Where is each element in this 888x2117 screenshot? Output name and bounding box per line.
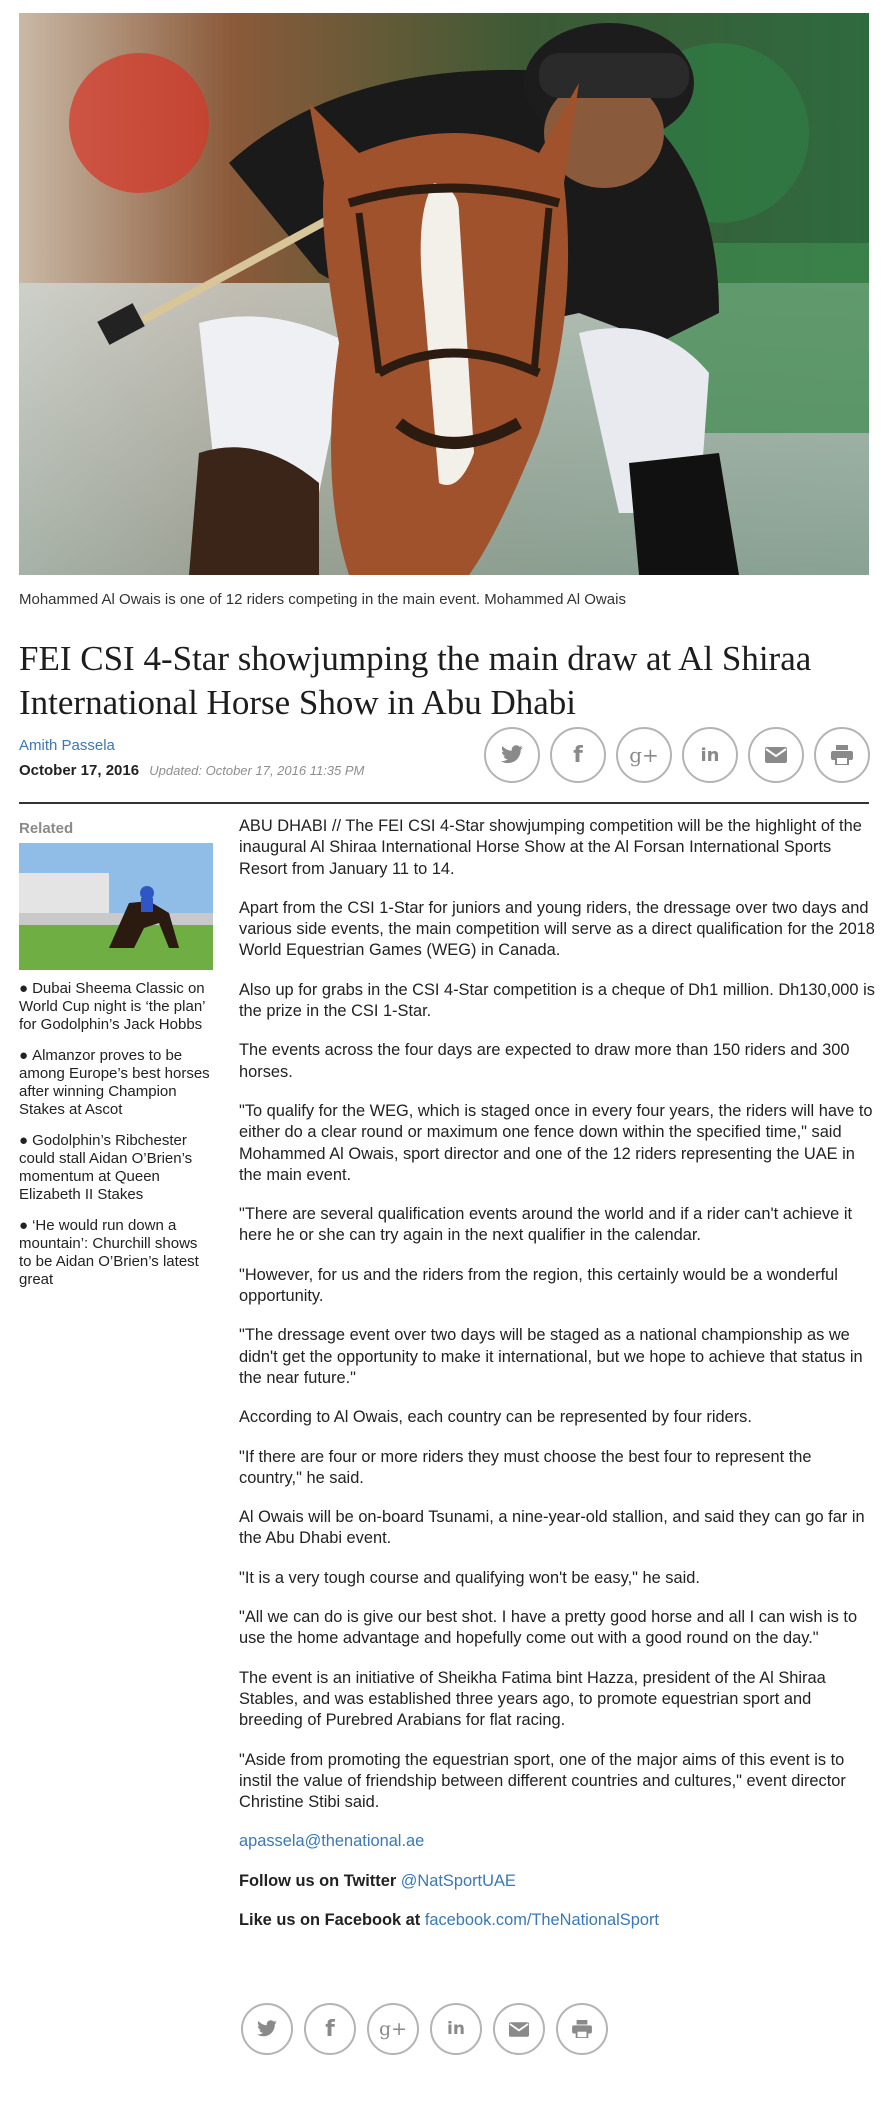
facebook-page-link[interactable]: facebook.com/TheNationalSport xyxy=(424,1910,659,1929)
linkedin-share-button[interactable] xyxy=(430,2003,482,2055)
facebook-share-button[interactable] xyxy=(550,727,606,783)
share-bar-bottom xyxy=(241,2003,608,2055)
print-button[interactable] xyxy=(556,2003,608,2055)
facebook-icon: f xyxy=(325,2016,335,2042)
article-paragraph: The event is an initiative of Sheikha Fatima bint Hazza, president of the Al Shiraa Stables, and was established three years ago, to promote equestrian sport and breeding of Purebred Arabians for flat racing. xyxy=(239,1668,826,1730)
related-heading: Related xyxy=(19,820,74,837)
article-paragraph: "It is a very tough course and qualifying won't be easy," he said. xyxy=(239,1568,700,1587)
follow-twitter-line xyxy=(239,1871,875,1892)
article-paragraph: "The dressage event over two days will be staged as a national championship as we didn't get the opportunity to make it international, but we hope to achieve that status in the near future." xyxy=(239,1326,863,1387)
article-paragraph: According to Al Owais, each country can be represented by four riders. xyxy=(239,1408,752,1427)
updated-date: Updated: October 17, 2016 11:35 PM xyxy=(149,763,365,778)
related-item[interactable]: ● Godolphin’s Ribchester could stall Aidan O’Brien’s momentum at Queen Elizabeth II Stakes xyxy=(19,1132,193,1203)
print-button[interactable] xyxy=(814,727,870,783)
twitter-icon xyxy=(500,745,524,765)
follow-twitter-label: Follow us on Twitter xyxy=(239,1871,397,1890)
like-facebook-line xyxy=(239,1910,875,1931)
article-paragraph: Apart from the CSI 1-Star for juniors and young riders, the dressage over two days and various side events, the main competition will serve as a direct qualification for the 2018 World Equestrian Games (WEG) in Canada. xyxy=(239,898,875,960)
like-facebook-label: Like us on Facebook at xyxy=(239,1910,421,1929)
twitter-share-button[interactable] xyxy=(241,2003,293,2055)
google-plus-share-button[interactable] xyxy=(616,727,672,783)
related-item[interactable]: ● Almanzor proves to be among Europe’s best horses after winning Champion Stakes at Ascot xyxy=(19,1047,210,1118)
linkedin-share-button[interactable] xyxy=(682,727,738,783)
article-paragraph: Also up for grabs in the CSI 4-Star competition is a cheque of Dh1 million. Dh130,000 is the prize in the CSI 1-Star. xyxy=(239,980,875,1021)
email-share-button[interactable] xyxy=(493,2003,545,2055)
author-email-link[interactable]: apassela@thenational.ae xyxy=(239,1832,425,1851)
email-share-button[interactable] xyxy=(748,727,804,783)
publish-date: October 17, 2016 xyxy=(19,762,140,779)
article-paragraph: "However, for us and the riders from the region, this certainly would be a wonderful opportunity. xyxy=(239,1265,838,1306)
twitter-icon xyxy=(256,2020,278,2038)
email-icon xyxy=(509,2022,529,2037)
share-bar-top xyxy=(484,727,870,783)
print-icon xyxy=(831,745,853,765)
date-line xyxy=(19,762,364,779)
google-plus-share-button[interactable] xyxy=(367,2003,419,2055)
article-paragraph: "There are several qualification events around the world and if a rider can't achieve it here he or she can try again in the next qualifier in the calendar. xyxy=(239,1205,853,1245)
article-paragraph: "All we can do is give our best shot. I have a pretty good horse and all I can wish is to use the home advantage and hopefully come out with a good round on the day." xyxy=(239,1608,858,1648)
hero-photo xyxy=(19,13,869,575)
twitter-handle-link[interactable]: @NatSportUAE xyxy=(400,1871,516,1890)
twitter-share-button[interactable] xyxy=(484,727,540,783)
article-paragraph: "To qualify for the WEG, which is staged once in every four years, the riders will have to either do a clear round or maximum one fence down within the specified time," said Mohammed Al Owais, sport director and one of the 12 riders representing the UAE in the main event. xyxy=(239,1101,873,1184)
google-plus-icon: g+ xyxy=(629,743,659,767)
related-item[interactable]: ● ‘He would run down a mountain’: Churchill shows to be Aidan O’Brien’s latest great xyxy=(19,1217,199,1288)
article-paragraph: Al Owais will be on-board Tsunami, a nine-year-old stallion, and said they can go far in the Abu Dhabi event. xyxy=(239,1508,865,1548)
facebook-share-button[interactable] xyxy=(304,2003,356,2055)
article-headline: FEI CSI 4-Star showjumping the main draw at Al Shiraa International Horse Show in Abu Dhabi xyxy=(19,639,812,722)
article-paragraph: "If there are four or more riders they must choose the best four to represent the country," he said. xyxy=(239,1447,812,1487)
facebook-icon: f xyxy=(573,742,583,768)
related-list xyxy=(19,980,214,1289)
hero-photo-illustration xyxy=(19,13,869,575)
related-thumbnail[interactable] xyxy=(19,843,213,970)
email-icon xyxy=(765,747,787,763)
author-link[interactable]: Amith Passela xyxy=(19,737,115,754)
article-paragraph: ABU DHABI // The FEI CSI 4-Star showjumping competition will be the highlight of the inaugural Al Shiraa International Horse Show at the Al Forsan International Sports Resort from January 11 to 14. xyxy=(239,817,862,878)
google-plus-icon: g+ xyxy=(378,2018,408,2040)
header-divider xyxy=(19,802,869,804)
print-icon xyxy=(572,2020,592,2038)
linkedin-icon: in xyxy=(447,2019,465,2039)
article-paragraph: The events across the four days are expected to draw more than 150 riders and 300 horses. xyxy=(239,1041,850,1081)
article-paragraph: "Aside from promoting the equestrian sport, one of the major aims of this event is to instil the value of friendship between different countries and cultures," event director Christine Stibi said. xyxy=(239,1750,846,1812)
related-item[interactable]: ● Dubai Sheema Classic on World Cup night is ‘the plan’ for Godolphin’s Jack Hobbs xyxy=(19,980,205,1033)
byline xyxy=(19,737,364,779)
photo-caption: Mohammed Al Owais is one of 12 riders competing in the main event. Mohammed Al Owais xyxy=(19,591,626,608)
related-sidebar xyxy=(19,820,214,1302)
article-body xyxy=(239,816,875,1949)
linkedin-icon: in xyxy=(700,744,720,766)
